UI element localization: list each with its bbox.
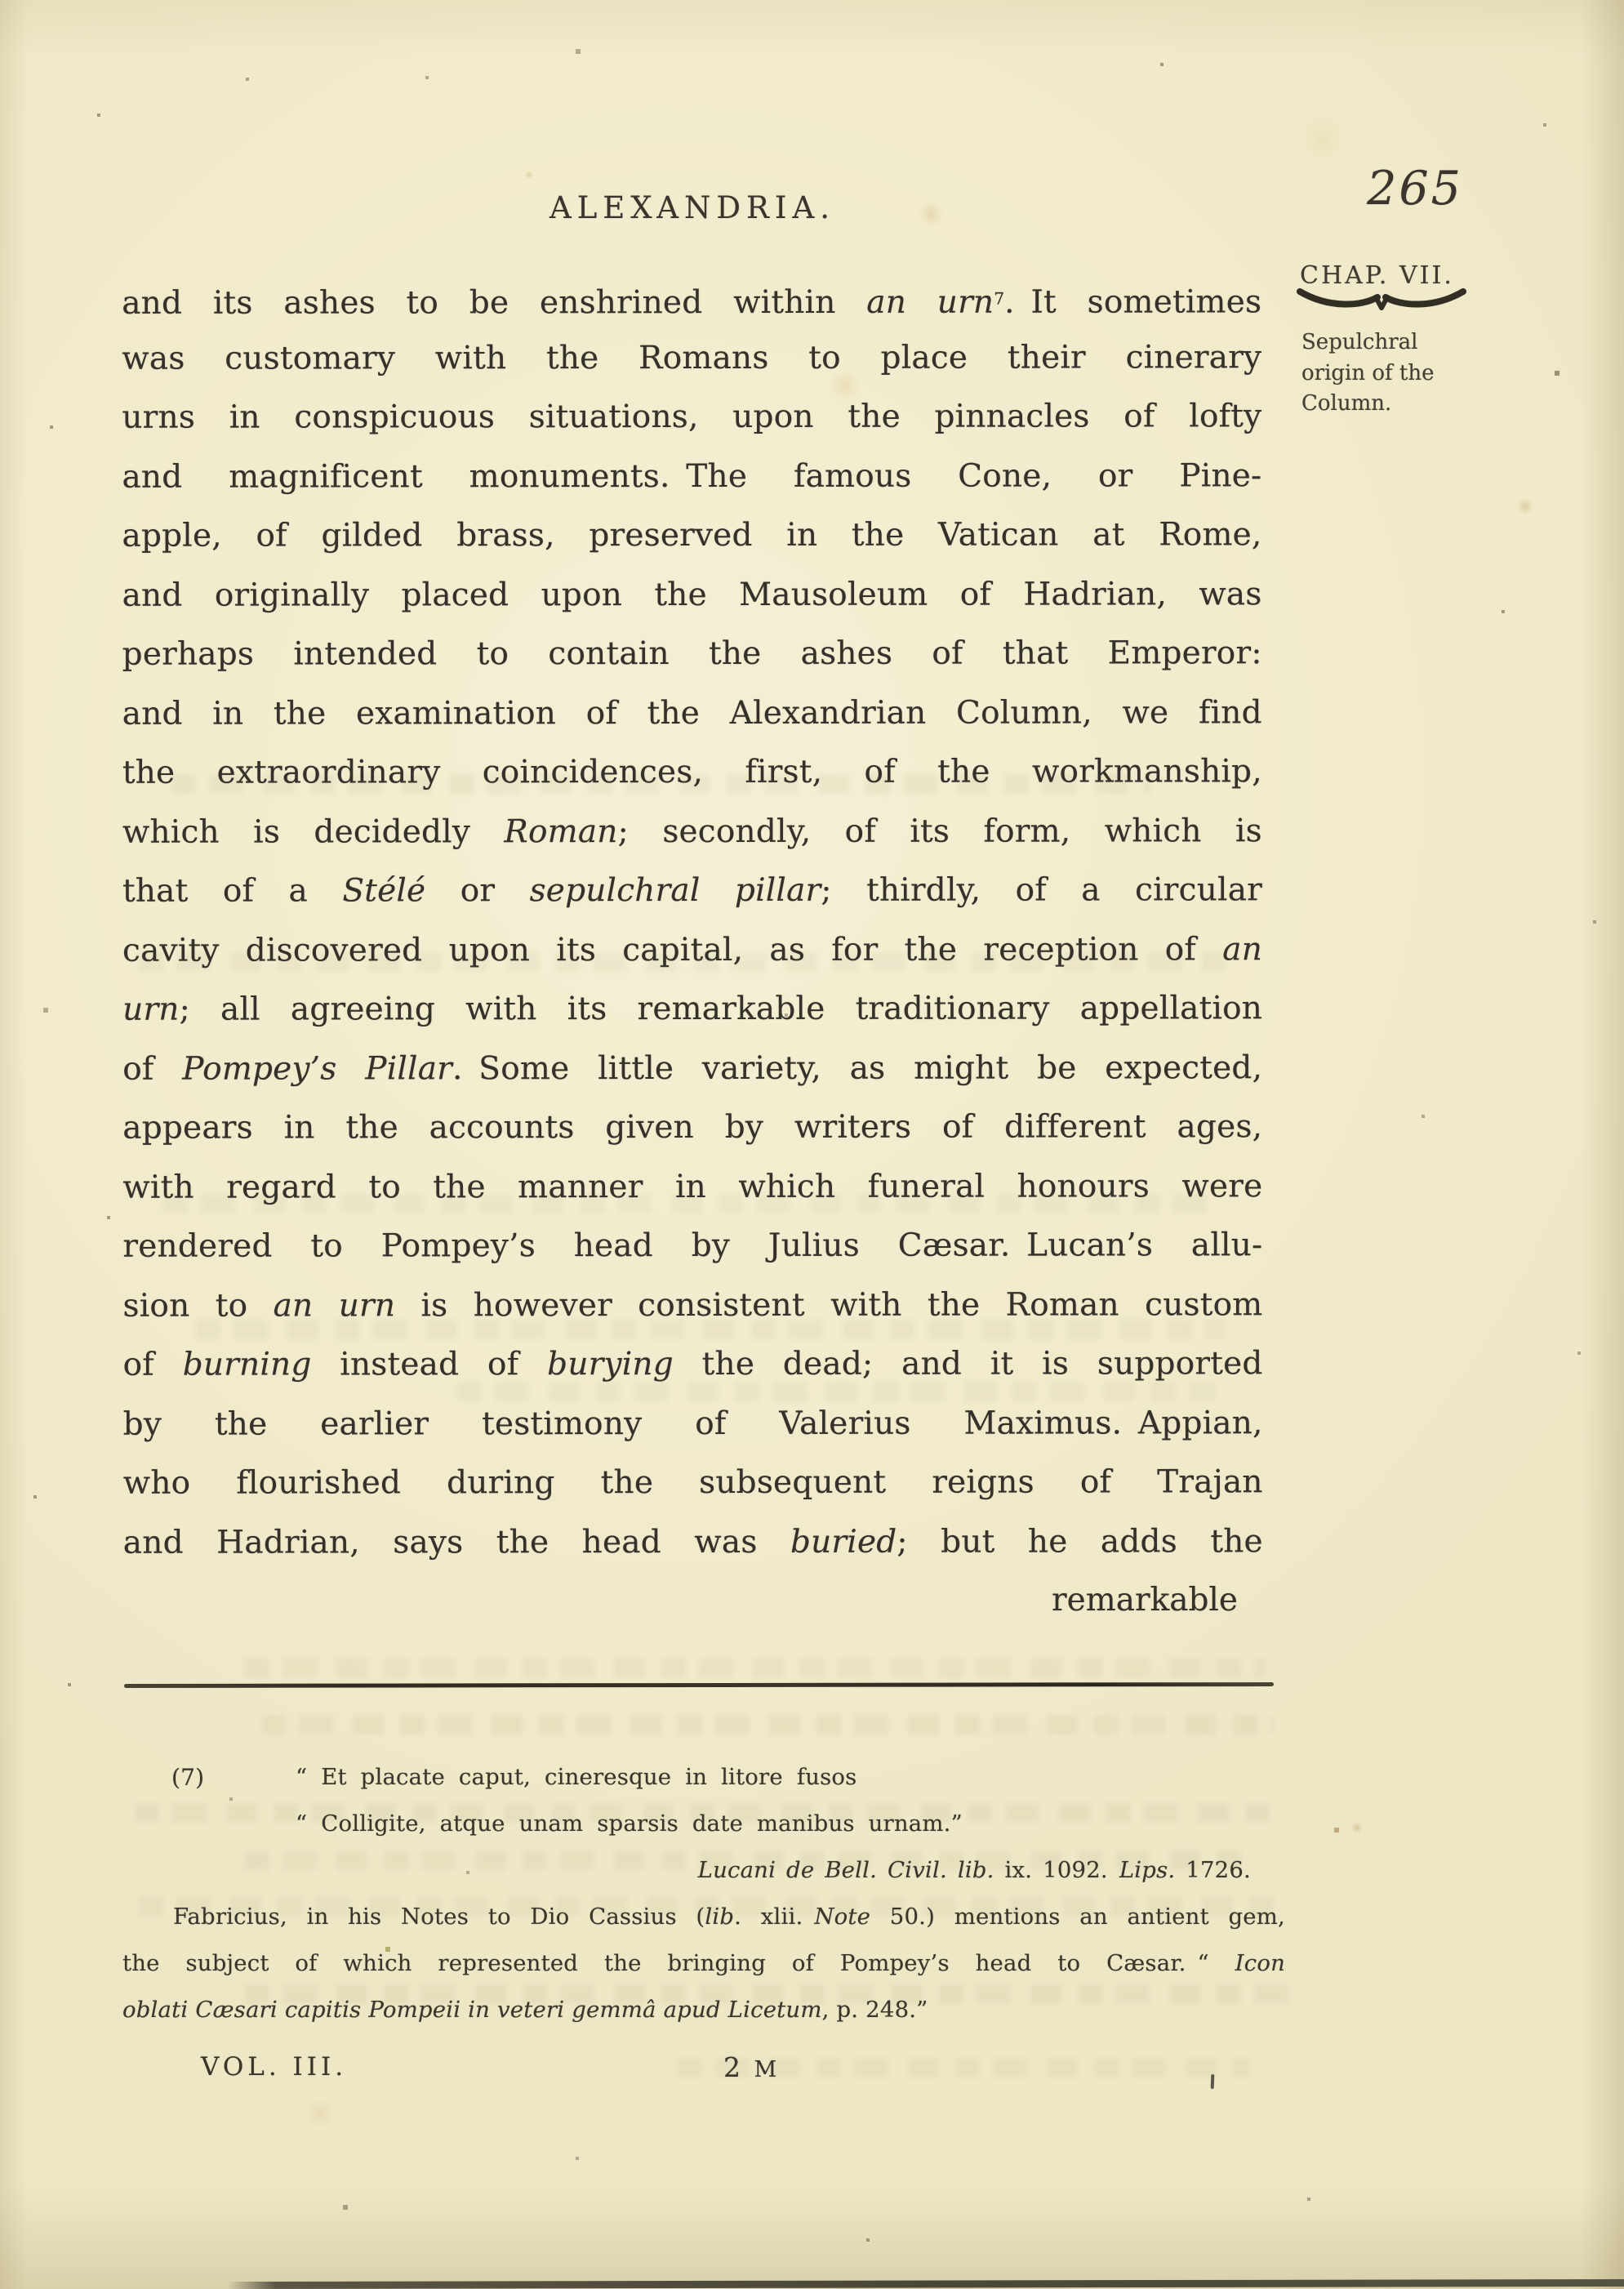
- text-segment: appears in the accounts given by writers of different ages,: [122, 1108, 1263, 1147]
- text-segment: the subject of which represented the bringing of Pompey’s head to Cæsar. “: [122, 1950, 1235, 1976]
- body-line: [122, 328, 1261, 389]
- text-segment: Lucani de Bell. Civil. lib.: [697, 1857, 994, 1883]
- text-segment: apple, of gilded brass, preserved in the Vatican at Rome,: [122, 516, 1262, 554]
- body-text-block: [122, 269, 1263, 1572]
- text-segment: of: [122, 1050, 183, 1088]
- footnote-line: [296, 1801, 1285, 1847]
- show-through-smudge: [261, 1715, 1274, 1735]
- text-segment: that of a: [122, 872, 343, 910]
- body-line: [122, 1098, 1262, 1158]
- text-segment: and in the examination of the Alexandrian Column, we find: [122, 693, 1262, 733]
- text-segment: ; all agreeing with its remarkable traditionary appellation: [179, 990, 1263, 1028]
- text-segment: an urn: [273, 1286, 396, 1325]
- body-line: [122, 1039, 1262, 1099]
- body-line: [122, 861, 1262, 921]
- text-segment: “ Et placate caput, cineresque in litore fusos: [296, 1764, 857, 1790]
- text-segment: . xlii.: [734, 1904, 815, 1930]
- footnote-line: [296, 1754, 1285, 1801]
- text-segment: 1726.: [1175, 1857, 1251, 1883]
- running-header-title: ALEXANDRIA.: [549, 190, 836, 225]
- text-segment: and originally placed upon the Mausoleum of Hadrian, was: [122, 575, 1262, 614]
- text-segment: Fabricius, in his Notes to Dio Cassius (: [173, 1904, 705, 1930]
- text-segment: ; secondly, of its form, which is: [617, 812, 1262, 850]
- text-segment: ; thirdly, of a circular: [821, 871, 1262, 909]
- footnote-line: [122, 1940, 1285, 1987]
- gathering-mark: [723, 2044, 778, 2093]
- text-segment: . It sometimes: [1004, 283, 1262, 321]
- footnote-rule: [124, 1682, 1274, 1688]
- body-line: [123, 1512, 1263, 1573]
- body-line: [122, 1276, 1262, 1336]
- body-line: [122, 802, 1262, 862]
- text-segment: of: [122, 1346, 183, 1383]
- body-line: [123, 1334, 1263, 1395]
- body-line: [123, 1453, 1263, 1513]
- text-segment: 50.) mentions an antient gem,: [870, 1904, 1285, 1930]
- text-segment: ix. 1092.: [994, 1857, 1119, 1883]
- text-segment: sepulchral pillar: [529, 871, 821, 910]
- text-segment: is however consistent with the Roman custom: [395, 1285, 1263, 1324]
- text-segment: with regard to the manner in which funeral honours were: [122, 1167, 1263, 1206]
- body-line: [123, 1394, 1263, 1454]
- text-segment: ; but he adds the: [897, 1522, 1263, 1561]
- body-line: [122, 742, 1262, 803]
- text-segment: , p. 248.”: [821, 1997, 928, 2023]
- text-segment: Icon: [1235, 1950, 1285, 1976]
- scan-edge-shadow: [227, 2279, 1624, 2289]
- text-segment: sion to: [122, 1287, 274, 1325]
- body-line: [122, 269, 1261, 329]
- text-segment: buried: [790, 1523, 897, 1561]
- text-segment: lib: [705, 1904, 735, 1930]
- text-segment: who flourished during the subsequent reigns of Trajan: [122, 1463, 1263, 1502]
- text-segment: 7: [994, 288, 1005, 309]
- text-segment: burning: [182, 1346, 312, 1383]
- text-segment: instead of: [311, 1346, 548, 1383]
- footnote-line: [122, 1987, 1285, 2033]
- text-segment: and Hadrian, says the head was: [122, 1523, 790, 1561]
- margin-note: [1301, 327, 1497, 420]
- text-segment: was customary with the Romans to place their cinerary: [122, 338, 1262, 377]
- text-segment: Pompey’s Pillar: [182, 1049, 453, 1088]
- stray-ink-mark: [1211, 2074, 1215, 2089]
- body-line: [122, 1157, 1262, 1218]
- chapter-brace-ornament-icon: [1295, 287, 1468, 315]
- footnote-lines: [122, 1754, 1285, 2033]
- footnote-block: [122, 1754, 1285, 2033]
- text-segment: urn: [122, 991, 180, 1028]
- text-segment: the extraordinary coincidences, first, of the workmanship,: [122, 753, 1262, 791]
- paper-specks: [0, 0, 2, 2]
- text-segment: Lips.: [1119, 1857, 1176, 1883]
- text-segment: an urn: [866, 283, 994, 321]
- margin-note-line: origin of the: [1301, 360, 1435, 385]
- text-segment: oblati Cæsari capitis Pompeii in veteri gemmâ apud Licetum: [122, 1997, 822, 2023]
- body-line: [122, 684, 1262, 744]
- text-segment: the dead; and it is supported: [673, 1345, 1263, 1383]
- page-number: 265: [1367, 162, 1463, 216]
- text-segment: 2: [723, 2051, 754, 2083]
- text-segment: Roman: [504, 813, 618, 850]
- margin-note-line: Column.: [1301, 391, 1392, 416]
- show-through-smudge: [245, 1658, 1266, 1677]
- text-segment: an: [1222, 930, 1263, 968]
- body-line: [122, 1216, 1262, 1276]
- body-line: [122, 920, 1262, 981]
- text-segment: M: [754, 2057, 779, 2082]
- body-line: [122, 505, 1261, 566]
- footnote-line: [122, 1847, 1285, 1894]
- catchword: remarkable: [1051, 1582, 1238, 1619]
- text-segment: Note: [814, 1904, 871, 1930]
- text-segment: and its ashes to be enshrined within: [122, 283, 867, 322]
- volume-label: VOL. III.: [201, 2052, 348, 2082]
- text-segment: urns in conspicuous situations, upon the pinnacles of lofty: [122, 398, 1262, 436]
- text-segment: cavity discovered upon its capital, as for the reception of: [122, 930, 1223, 969]
- body-line: [122, 979, 1262, 1040]
- text-segment: and magnificent monuments. The famous Cone, or Pine-: [122, 456, 1262, 496]
- text-segment: by the earlier testimony of Valerius Maximus. Appian,: [122, 1404, 1263, 1443]
- margin-note-line: Sepulchral: [1301, 330, 1418, 354]
- footnote-line: [122, 1894, 1285, 1940]
- footnote-marker: (7): [171, 1764, 205, 1791]
- body-line: [122, 387, 1261, 448]
- text-segment: which is decidedly: [122, 813, 505, 851]
- text-segment: burying: [547, 1346, 674, 1383]
- text-segment: Stélé: [342, 872, 426, 910]
- text-segment: rendered to Pompey’s head by Julius Cæsar. Lucan’s allu-: [122, 1227, 1263, 1265]
- body-line: [122, 447, 1261, 507]
- body-line: [122, 565, 1262, 626]
- text-segment: perhaps intended to contain the ashes of that Emperor:: [122, 635, 1262, 673]
- text-segment: . Some little variety, as might be expected,: [452, 1049, 1263, 1087]
- text-segment: or: [425, 872, 530, 910]
- body-line: [122, 624, 1262, 684]
- chapter-heading: CHAP. VII.: [1300, 261, 1454, 290]
- text-segment: “ Colligite, atque unam sparsis date manibus urnam.”: [296, 1810, 963, 1837]
